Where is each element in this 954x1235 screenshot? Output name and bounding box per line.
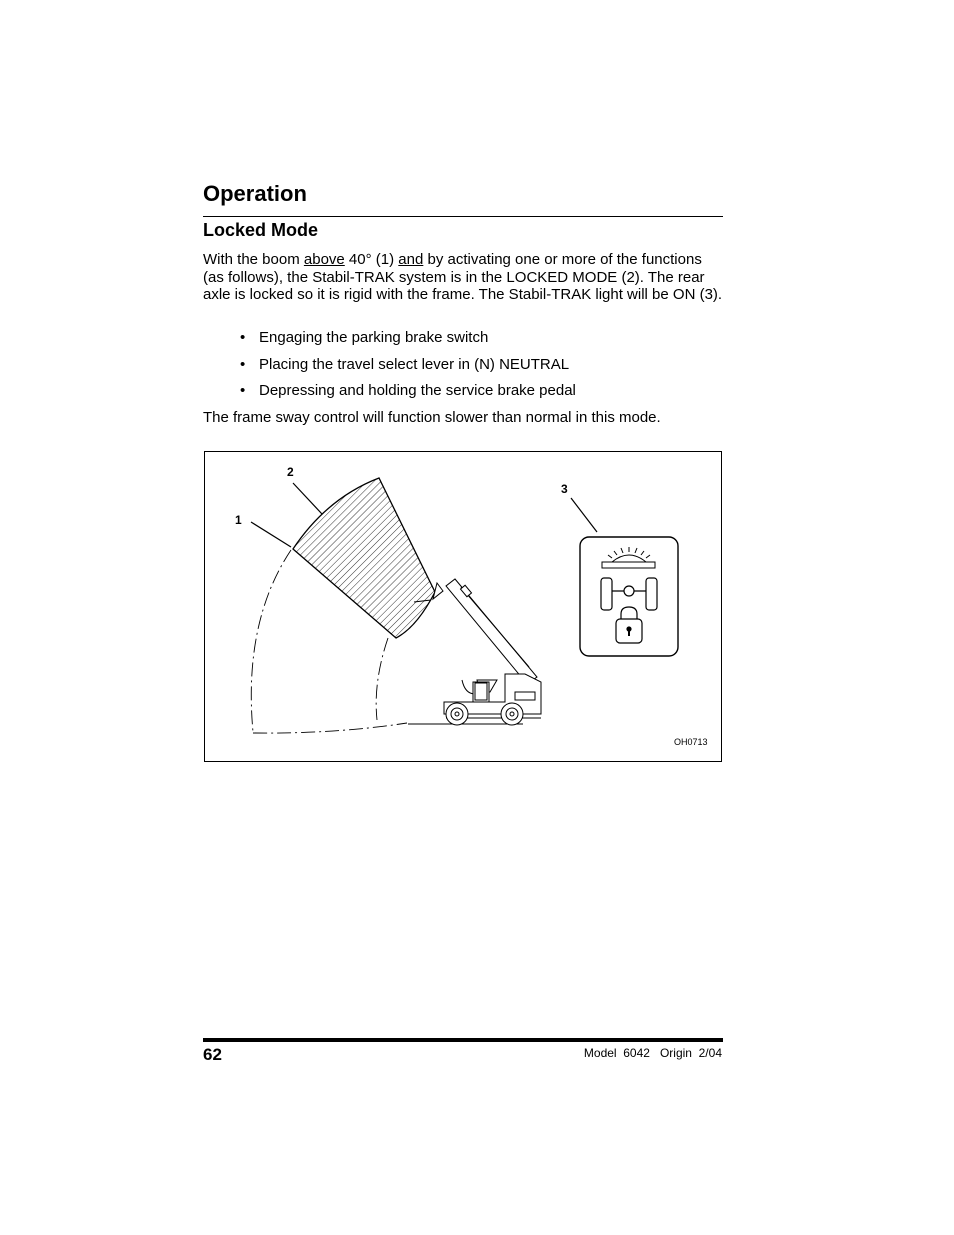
callout-2-leader — [293, 483, 322, 514]
model-origin-info: Model 6042 Origin 2/04 — [583, 1046, 722, 1060]
figure-id: OH0713 — [674, 737, 708, 747]
footer-rule — [203, 1038, 723, 1042]
stabil-trak-light-icon — [580, 537, 678, 656]
subsection-title: Locked Mode — [203, 220, 319, 240]
function-list — [240, 329, 576, 409]
locked-mode-zone — [293, 478, 435, 638]
callout-2: 2 — [287, 465, 294, 479]
list-item: • Placing the travel select lever in (N) NEUTRAL — [240, 356, 576, 383]
list-item: • Engaging the parking brake switch — [240, 329, 576, 356]
figure-drawing — [205, 452, 721, 761]
page-number: 62 — [203, 1045, 222, 1064]
callout-1: 1 — [235, 513, 242, 527]
callout-3: 3 — [561, 482, 568, 496]
note-paragraph: The frame sway control will function slower than normal in this mode. — [203, 409, 661, 426]
and-emphasis: and — [398, 251, 424, 268]
above-emphasis: above — [303, 251, 345, 268]
section-title: Operation — [203, 181, 307, 206]
callout-3-leader — [571, 498, 597, 532]
header-rule — [203, 216, 723, 217]
list-item: • Depressing and holding the service brake pedal — [240, 382, 576, 409]
callout-1-leader — [251, 522, 291, 547]
locked-mode-figure — [204, 451, 722, 762]
intro-paragraph: With the boom above 40° (1) and by activating one or more of the functions (as follows), the Stabil-TRAK system is in the LOCKED MODE (2). The rear axle is locked so it is rigid with the frame. The Stabil-TRAK light will be ON (3). — [203, 251, 723, 303]
